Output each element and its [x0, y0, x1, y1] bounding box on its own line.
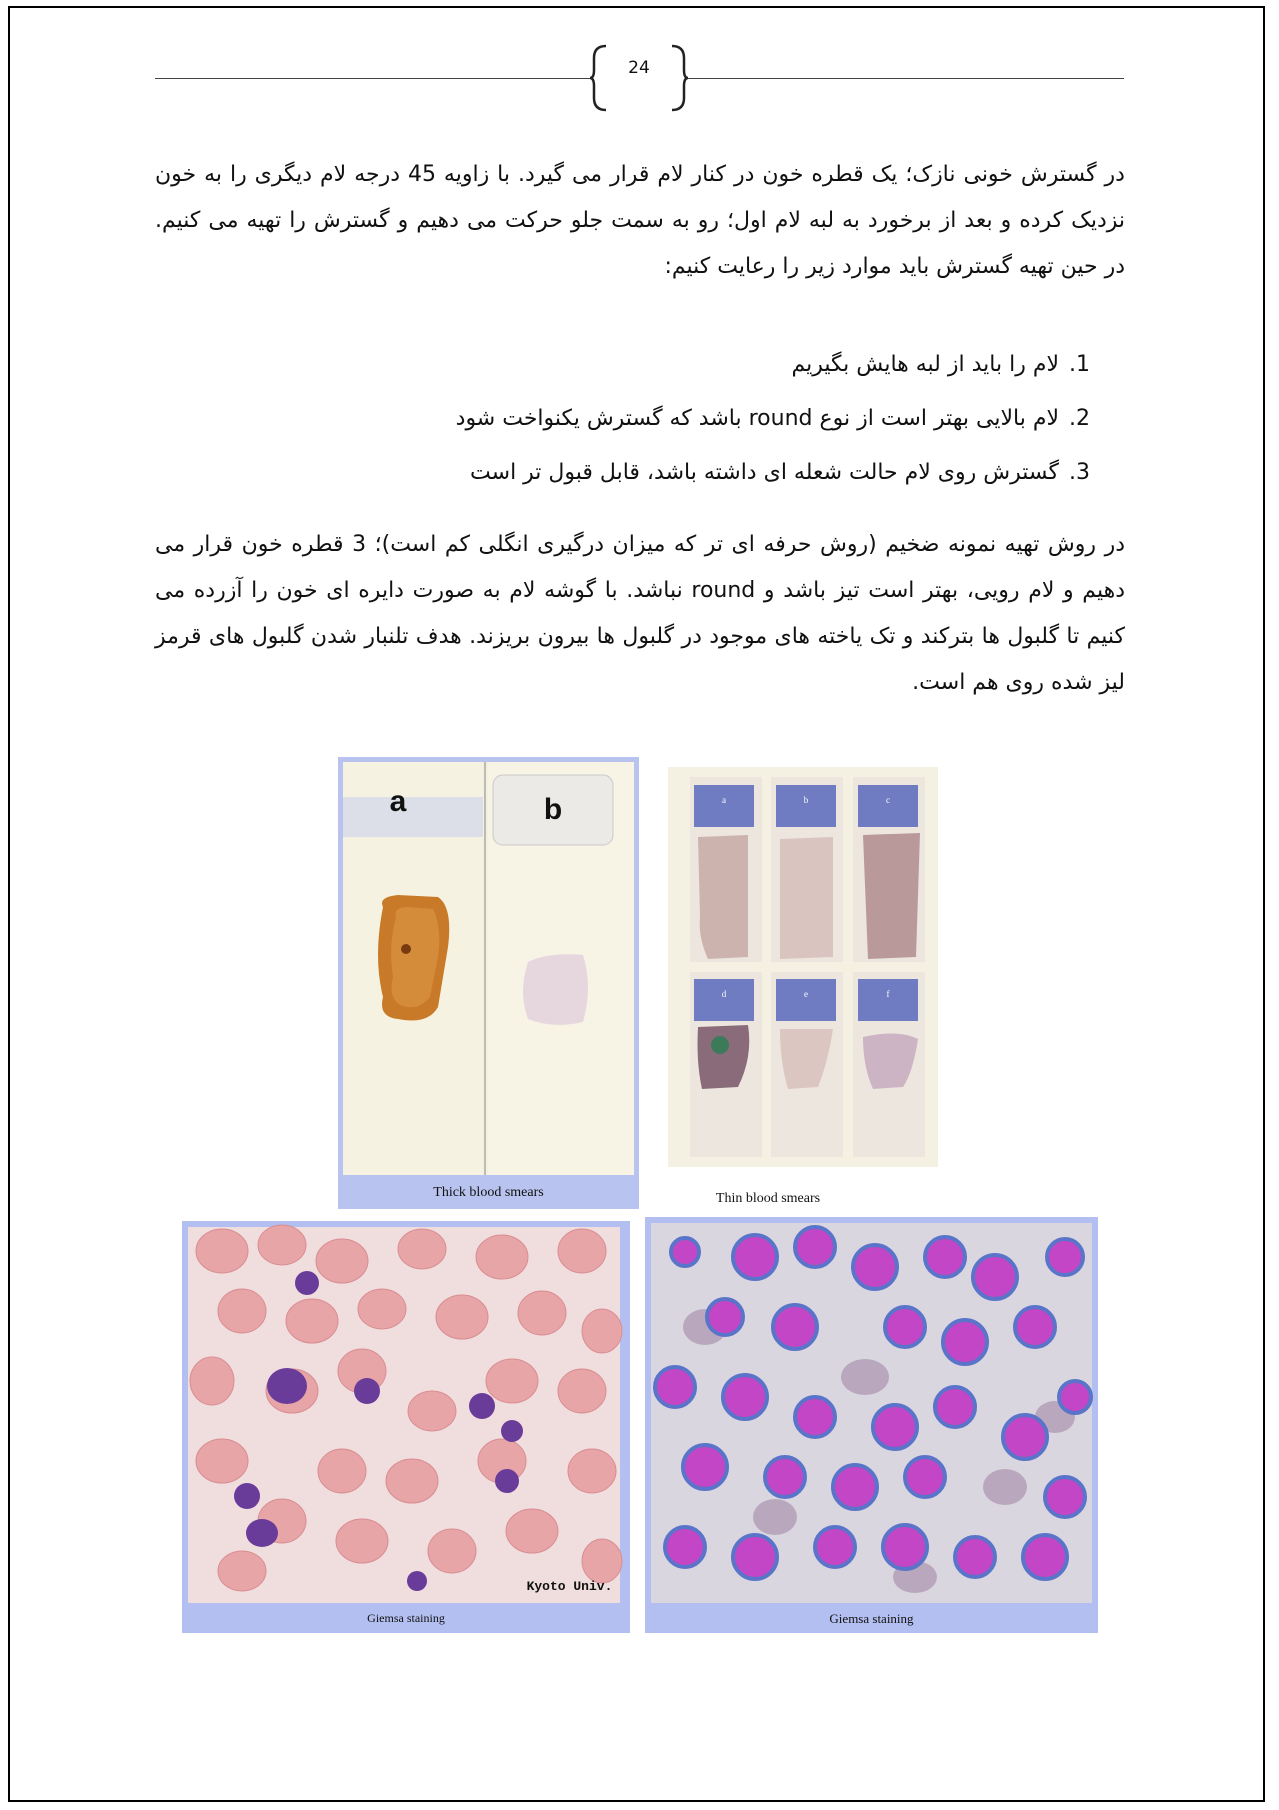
page-number: 24: [628, 58, 650, 78]
thick-label-b: b: [543, 793, 563, 826]
header-rule-left: [155, 78, 592, 79]
list-item: 3.گسترش روی لام حالت شعله ای داشته باشد، قابل قبول تر است: [470, 460, 1090, 485]
thin-smear-figure: [668, 767, 938, 1212]
paragraph-thick-smear: در روش تهیه نمونه ضخیم (روش حرفه ای تر که میزان درگیری انگلی کم است)؛ 3 قطره خون قرار می دهیم و لام رویی، بهتر است تیز باشد و round نباشد. با گوشه لام به صورت دایره ای خون را آزرده می کنیم تا گلبول ها بترکند و تک یاخته های موجود در گلبول ها بیرون بریزند. هدف تلنبار شدن گلبول های قرمز لیز شده روی هم است.: [155, 532, 1125, 695]
thin-label-d: d: [721, 989, 727, 999]
kyoto-watermark: Kyoto Univ.: [526, 1579, 613, 1594]
giemsa-left-figure: [182, 1221, 630, 1633]
header-rule-right: [687, 78, 1124, 79]
thick-smear-figure: [338, 757, 639, 1209]
thin-label-c: c: [886, 795, 890, 805]
thin-label-a: a: [722, 795, 726, 805]
giemsa-right-figure: [645, 1217, 1098, 1633]
paragraph-thin-smear: در گسترش خونی نازک؛ یک قطره خون در کنار لام قرار می گیرد. با زاویه 45 درجه لام دیگری را به خون نزدیک کرده و بعد از برخورد به لبه لام اول؛ رو به سمت جلو حرکت می دهیم و گسترش را تهیه می کنیم. در حین تهیه گسترش باید موارد زیر را رعایت کنیم:: [155, 162, 1125, 279]
thin-label-b: b: [803, 795, 809, 805]
giemsa-left-caption: Giemsa staining: [367, 1611, 445, 1625]
list-item: 2.لام بالایی بهتر است از نوع round باشد که گسترش یکنواخت شود: [455, 406, 1090, 431]
thick-label-a: a: [389, 785, 407, 818]
giemsa-right-caption: Giemsa staining: [829, 1611, 914, 1626]
thick-smear-caption: Thick blood smears: [433, 1185, 544, 1200]
requirements-list: [300, 338, 1090, 500]
thin-smear-caption: Thin blood smears: [715, 1191, 821, 1206]
page-number-bracket: [590, 44, 688, 112]
thin-label-e: e: [804, 989, 808, 999]
list-item: 1.لام را باید از لبه هایش بگیریم: [791, 352, 1090, 377]
thin-label-f: f: [886, 989, 890, 999]
